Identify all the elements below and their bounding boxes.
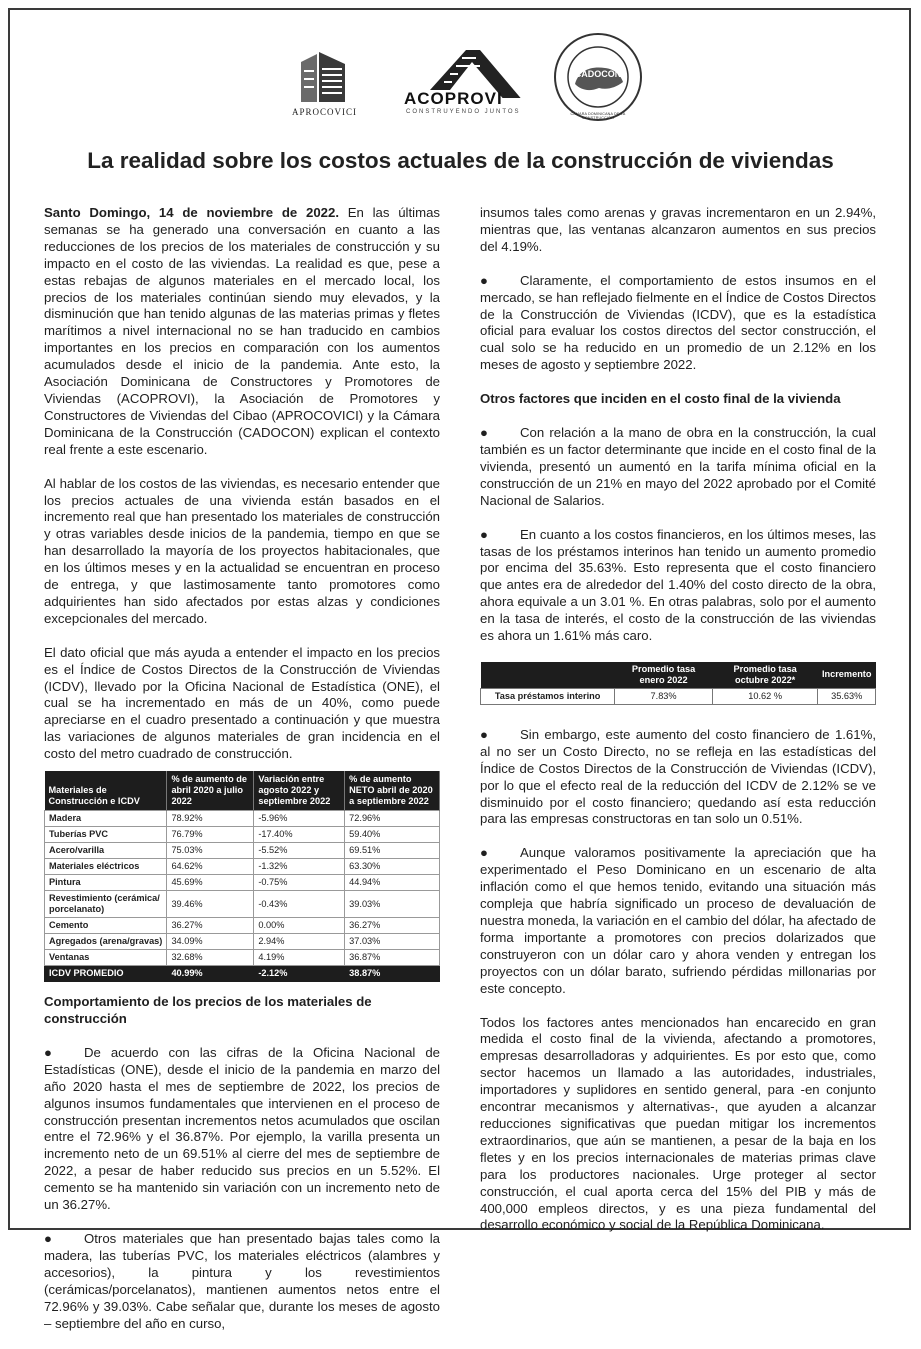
intro-text: En las últimas semanas se ha generado una conversación en cuanto a las reducciones de los precios de los materiales de construcción y su impacto en el costo de las viviendas. La realidad es que, pese a estas rebajas de algunos materiales en el mercado local, los precios de los materiales continúan siendo muy elevados, y la disminución que han tenido algunas de las materias primas y fletes marítimos a nivel internacional no se han traducido en cambios importantes en los precios en comparación con los aumentos acumulados desde el inicio de la pandemia. Ante esto, la Asociación Dominicana de Constructores y Promotores de Viviendas (ACOPROVI), la Asociación de Promotores y Constructores de Viviendas del Cibao (APROCOVICI) y la Cámara Dominicana de la Construcción (CADOCON) explican el contexto real frente a este escenario. — [44, 205, 440, 457]
acoprovi-name: ACOPROVI — [404, 89, 503, 108]
table-cell: Agregados (arena/gravas) — [45, 934, 167, 950]
bullet-item — [480, 727, 876, 828]
bullet-item — [480, 273, 876, 374]
table-row — [45, 875, 440, 891]
table-cell: 39.03% — [345, 891, 440, 918]
col-header — [481, 662, 615, 689]
bullet-text: Otros materiales que han presentado bajas tales como la madera, las tuberías PVC, los materiales eléctricos (alambres y accesorios), la pintura y los revestimientos (cerámicas/porcelanatos), mantienen aumentos netos entre el 72.96% y 39.03%. Cabe señalar que, durante los meses de agosto – septiembre del año en curso, — [44, 1230, 440, 1331]
table-cell: Acero/varilla — [45, 843, 167, 859]
bullet-text: Sin embargo, este aumento del costo financiero de 1.61%, al no ser un Costo Directo, no se refleja en las estadísticas del Índice de Costos Directos de la Construcción de Viviendas (ICDV), por lo que el efecto real de la reducción del ICDV de 2.12% se ve disminuido por el costo financiero; quedando así esta reducción para las empresas constructoras en tan solo un 0.51%. — [480, 726, 876, 827]
continued-paragraph: insumos tales como arenas y gravas incrementaron en un 2.94%, mientras que, las ventanas alcanzaron aumentos en sus precios del 4.19%. — [480, 205, 876, 254]
table-cell: 34.09% — [167, 934, 254, 950]
table-cell: 63.30% — [345, 859, 440, 875]
table-row — [45, 950, 440, 966]
table-cell: 69.51% — [345, 843, 440, 859]
bullet-icon: ● — [480, 845, 488, 861]
table-cell: 32.68% — [167, 950, 254, 966]
table-cell: 10.62 % — [712, 688, 818, 704]
page-title: La realidad sobre los costos actuales de la construcción de viviendas — [87, 148, 834, 173]
acoprovi-logo — [398, 46, 526, 115]
table-cell: 0.00% — [254, 918, 345, 934]
cadocon-ring-text: CÁMARA DOMINICANA DE LA CONSTRUCCIÓN — [570, 112, 626, 120]
materials-table — [44, 771, 440, 982]
cadocon-center-text: CADOCON — [574, 69, 622, 79]
table-cell: -2.12% — [254, 966, 345, 982]
table-cell: 4.19% — [254, 950, 345, 966]
col-header: % de aumento de abril 2020 a julio 2022 — [167, 771, 254, 811]
aprocovici-logo — [292, 50, 358, 117]
table-cell: Cemento — [45, 918, 167, 934]
logo-bar — [0, 42, 921, 132]
col-header: Promedio tasa octubre 2022* — [712, 662, 818, 689]
table-cell: 2.94% — [254, 934, 345, 950]
acoprovi-tagline: CONSTRUYENDO JUNTOS — [406, 109, 521, 115]
table-cell: 64.62% — [167, 859, 254, 875]
bullet-text: Aunque valoramos positivamente la apreciación que ha experimentado el Peso Dominicano en un escenario de alta inflación como el que hemos tenido, evitando una situación más compleja que habría significado un proceso de devaluación de nuestra moneda, la variación en el cambio del dólar, ha afectado de forma importante a promotores con precios dolarizados que construyeron con un dólar caro y ahora venden y entregan los proyectos con un dólar barato, sufriendo pérdidas millonarias por este concepto. — [480, 845, 876, 996]
bullet-icon: ● — [44, 1230, 52, 1246]
col-header: Promedio tasa enero 2022 — [615, 662, 713, 689]
table-cell: -0.43% — [254, 891, 345, 918]
table-cell: 44.94% — [345, 875, 440, 891]
table-cell: 39.46% — [167, 891, 254, 918]
cadocon-logo — [553, 32, 643, 122]
bullet-icon: ● — [44, 1044, 52, 1060]
table-row — [45, 827, 440, 843]
col-header: % de aumento NETO abril de 2020 a septiembre 2022 — [345, 771, 440, 811]
table-cell: 35.63% — [818, 688, 876, 704]
bullet-icon: ● — [480, 726, 488, 742]
bullet-item — [44, 1231, 440, 1332]
table-cell: 59.40% — [345, 827, 440, 843]
table-row — [45, 918, 440, 934]
table-cell: -1.32% — [254, 859, 345, 875]
table-cell: 78.92% — [167, 811, 254, 827]
table-cell: 36.27% — [167, 918, 254, 934]
table-cell: 72.96% — [345, 811, 440, 827]
table-cell: -0.75% — [254, 875, 345, 891]
interest-rate-table — [480, 662, 876, 705]
table-cell: 7.83% — [615, 688, 713, 704]
table-cell: Ventanas — [45, 950, 167, 966]
table-cell: Revestimiento (cerámica/ porcelanato) — [45, 891, 167, 918]
table-cell: 37.03% — [345, 934, 440, 950]
table-cell: -5.52% — [254, 843, 345, 859]
materials-table-body — [45, 811, 440, 982]
table-cell: -17.40% — [254, 827, 345, 843]
table-cell: Pintura — [45, 875, 167, 891]
table-total-row — [45, 966, 440, 982]
bullet-item — [44, 1045, 440, 1214]
bullet-item — [480, 425, 876, 510]
table-cell: Tasa préstamos interino — [481, 688, 615, 704]
bullet-item — [480, 845, 876, 997]
table-cell: 45.69% — [167, 875, 254, 891]
rate-table-header — [481, 662, 876, 689]
materials-heading: Comportamiento de los precios de los materiales de construcción — [44, 994, 372, 1026]
icdv-paragraph: El dato oficial que más ayuda a entender el impacto en los precios es el Índice de Costos Directos de la Construcción de Viviendas (ICDV), llevado por la Oficina Nacional de Estadística (ONE), el cual se ha incrementado en más de un 40%, como puede apreciarse en el cuadro presentado a continuación y que muestra las variaciones de algunos materiales de gran incidencia en el costo del metro cuadrado de construcción. — [44, 644, 440, 762]
bullet-icon: ● — [480, 425, 488, 441]
bullet-text: Claramente, el comportamiento de estos insumos en el mercado, se han reflejado fielmente en el Índice de Costos Directos de la Construcción de Viviendas (ICDV), que es la estadística oficial para evaluar los costos directos del sector construcción, el cual solo se ha reducido en un promedio de un 2.12% en los meses de agosto y septiembre 2022. — [480, 272, 876, 373]
closing-paragraph: Todos los factores antes mencionados han encarecido en gran medida el costo final de la vivienda, afectando a promotores, empresas desarrolladoras y adquirientes. Es por esto que, como sector hacemos un llamado a las autoridades, industriales, importadores y suplidores en sentido general, para -en conjunto encontrar mecanismos y alternativas-, que ayuden a alcanzar reducciones significativas que puedan mitigar los incrementos extraordinarios, que aún se mantienen, a pesar de la baja en los fletes y en los precios internacionales de materias primas clave para los productores nacionales. Urge proteger al sector construcción, el cual aporta cerca del 15% del PIB y más de 400,000 empleos directos, y es una pieza fundamental del desarrollo económico y social de la República Dominicana. — [480, 1014, 876, 1233]
factors-heading: Otros factores que inciden en el costo final de la vivienda — [480, 391, 841, 407]
col-header: Variación entre agosto 2022 y septiembre 2022 — [254, 771, 345, 811]
table-cell: 76.79% — [167, 827, 254, 843]
col-header: Materiales de Construcción e ICDV — [45, 771, 167, 811]
table-row — [45, 891, 440, 918]
materials-table-header — [45, 771, 440, 811]
aprocovici-building-icon — [295, 50, 351, 102]
bullet-icon: ● — [480, 526, 488, 542]
table-cell: ICDV PROMEDIO — [45, 966, 167, 982]
right-column — [480, 205, 876, 1251]
intro-paragraph — [44, 205, 440, 459]
table-cell: 75.03% — [167, 843, 254, 859]
table-row — [45, 859, 440, 875]
table-cell: 40.99% — [167, 966, 254, 982]
table-cell: 36.87% — [345, 950, 440, 966]
table-cell: Materiales eléctricos — [45, 859, 167, 875]
table-row — [45, 811, 440, 827]
bullet-text: De acuerdo con las cifras de la Oficina Nacional de Estadísticas (ONE), desde el inicio de la pandemia en marzo del año 2020 hasta el mes de septiembre de 2022, los precios de algunos insumos fundamentales que intervienen en el proceso de construcción presentan incrementos netos acumulados que oscilan entre el 72.96% y el 36.87%. Por ejemplo, la varilla presenta un incremento neto de un 69.51% al cierre del mes de septiembre de 2022, a pesar de haber reducido sus precios en un 5.52%. El cemento se ha mantenido sin variación con un incremento neto de un 36.27%. — [44, 1044, 440, 1213]
dateline: Santo Domingo, 14 de noviembre de 2022. — [44, 205, 340, 220]
col-header: Incremento — [818, 662, 876, 689]
aprocovici-label: APROCOVICI — [292, 107, 358, 117]
bullet-item — [480, 527, 876, 645]
bullet-icon: ● — [480, 272, 488, 288]
table-cell: 36.27% — [345, 918, 440, 934]
left-column — [44, 205, 440, 1349]
table-row — [45, 934, 440, 950]
table-cell: Madera — [45, 811, 167, 827]
table-row — [45, 843, 440, 859]
table-cell: 38.87% — [345, 966, 440, 982]
table-cell: -5.96% — [254, 811, 345, 827]
table-row — [481, 688, 876, 704]
bullet-text: Con relación a la mano de obra en la construcción, la cual también es un factor determinante que incide en el costo final de la vivienda, presentó un aumentó en la tarifa mínima oficial en la construcción de un 21% en mayo del 2022 aprobado por el Comité Nacional de Salarios. — [480, 425, 876, 508]
table-cell: Tuberías PVC — [45, 827, 167, 843]
costs-paragraph: Al hablar de los costos de las viviendas, es necesario entender que los precios actuales de una vivienda están basados en el incremento real que han presentado los materiales de construcción y otras variables desde inicios de la pandemia, tiempo en que se han desarrollado la mayoría de los proyectos habitacionales, que en los últimos meses y en la actualidad se encuentran en proceso de entrega, y que lastimosamente tanto promotores como adquirientes han sido afectados por estas alzas y condiciones excepcionales del mercado. — [44, 475, 440, 626]
bullet-text: En cuanto a los costos financieros, en los últimos meses, las tasas de los préstamos interinos han tenido un aumento promedio por encima del 35.63%. Esto representa que el costo financiero que antes era de alrededor del 1.40% del costo directo de la obra, ahora equivale a un 3.01 %. En otras palabras, solo por el aumento en la tasa de interés, el costo de la construcción de las viviendas es ahora un 1.61% más caro. — [480, 526, 876, 644]
